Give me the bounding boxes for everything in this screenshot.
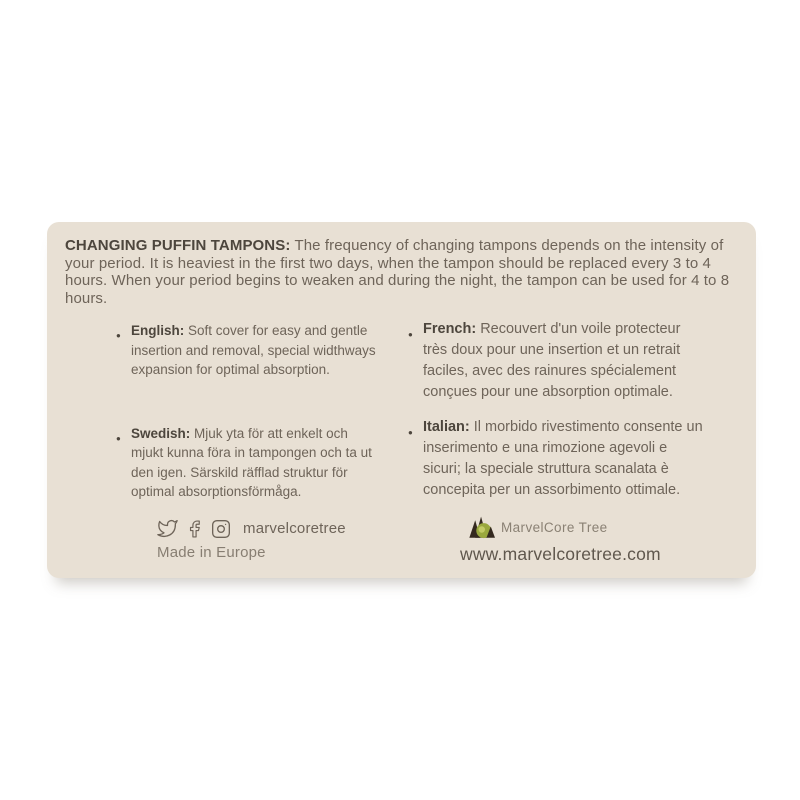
- usage-instructions-text: The frequency of changing tampons depends on the intensity of your period. It is heaviest in the first two days, when the tampon should be replaced every 3 to 4 hours. When your period begins to weaken and during the night, the tampon can be used for 4 to 8 hours.: [65, 237, 730, 307]
- language-label-italian: Italian:: [423, 419, 470, 435]
- usage-instructions: [65, 237, 743, 307]
- feature-item-french: [408, 319, 706, 403]
- brand-name: MarvelCore Tree: [501, 519, 608, 535]
- feature-item-english: [116, 321, 380, 380]
- usage-instructions-heading: CHANGING PUFFIN TAMPONS:: [65, 237, 291, 254]
- feature-list-right: [408, 319, 706, 501]
- language-label-english: English:: [131, 323, 185, 338]
- footer-brand-block: [460, 513, 661, 565]
- packaging-back-panel: [47, 222, 756, 578]
- brand-row: [468, 513, 661, 541]
- language-label-swedish: Swedish:: [131, 425, 191, 441]
- feature-text-english: Soft cover for easy and gentle insertion and removal, special widthways expansion for optimal absorption.: [131, 323, 376, 377]
- footer-social-block: [157, 518, 346, 561]
- website-url: www.marvelcoretree.com: [460, 544, 661, 564]
- feature-list-left: [116, 321, 380, 502]
- feature-text-swedish: Mjuk yta för att enkelt och mjukt kunna föra in tampongen och ta ut den igen. Särskild räfflad struktur för optimal absorptionsförmåga.: [131, 425, 372, 499]
- marvelcoretree-logo-icon: [468, 513, 495, 541]
- feature-text-french: Recouvert d'un voile protecteur très doux pour une insertion et un retrait faciles, avec des rainures spécialement conçues pour une absorption optimale.: [423, 321, 681, 400]
- social-icons-row: [157, 518, 346, 539]
- feature-item-swedish: [116, 424, 380, 502]
- twitter-icon: [157, 518, 178, 539]
- feature-text-italian: Il morbido rivestimento consente un inserimento e una rimozione agevoli e sicuri; la speciale struttura scanalata è concepita per un assorbimento ottimale.: [423, 419, 703, 498]
- social-handle: marvelcoretree: [243, 520, 346, 537]
- language-label-french: French:: [423, 321, 477, 337]
- made-in-label: Made in Europe: [157, 544, 266, 561]
- facebook-icon: [185, 519, 204, 539]
- instagram-icon: [211, 519, 231, 539]
- feature-item-italian: [408, 417, 706, 501]
